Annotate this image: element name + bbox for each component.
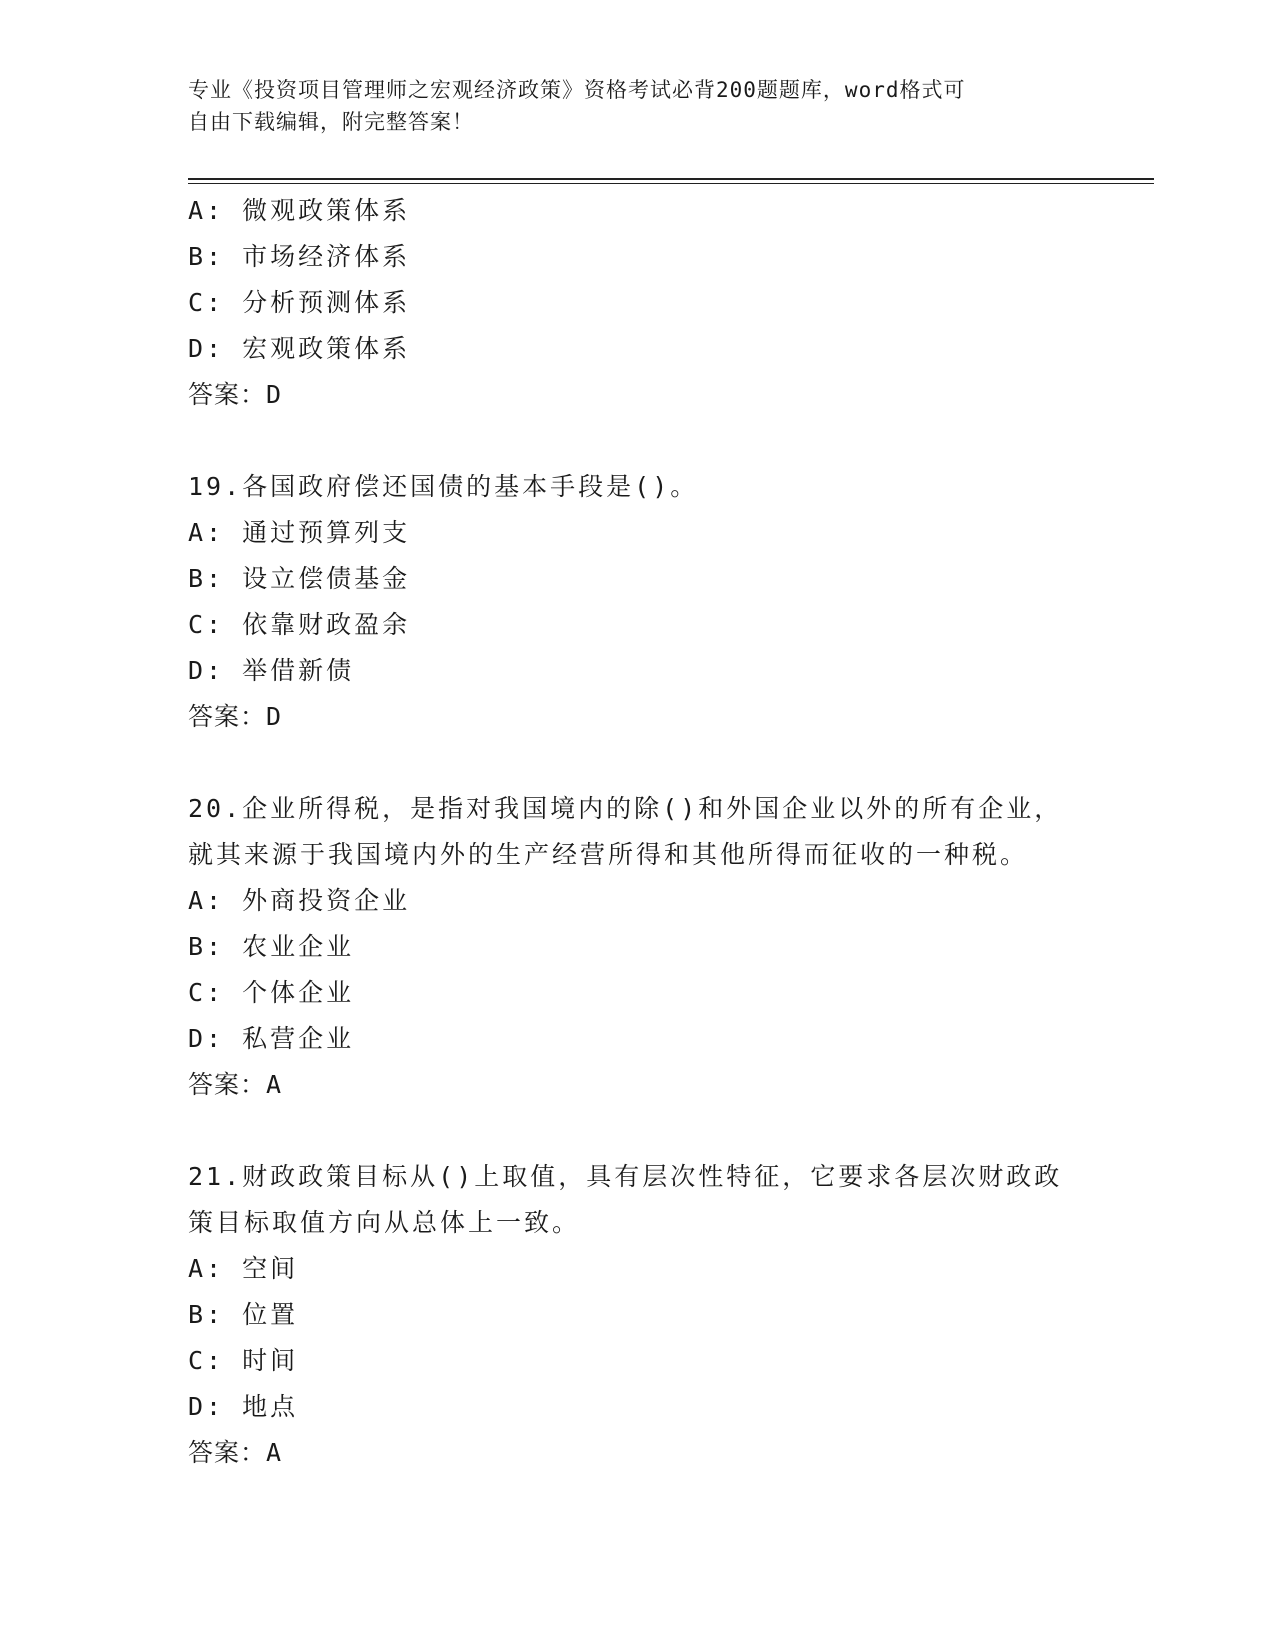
option-b: B: 位置: [188, 1300, 299, 1329]
answer-label: 答案：: [188, 702, 267, 731]
option-d: D: 地点: [188, 1392, 299, 1421]
question-block-21: [188, 1154, 1088, 1476]
option-c: C: 分析预测体系: [188, 288, 411, 317]
question-text: 19.各国政府偿还国债的基本手段是()。: [188, 472, 699, 501]
answer-value: D: [266, 702, 283, 731]
answer-line: [188, 372, 1088, 418]
option-b: B: 设立偿债基金: [188, 564, 411, 593]
answer-line: [188, 694, 1088, 740]
question-block-18: [188, 188, 1088, 418]
option-a: A: 通过预算列支: [188, 518, 411, 547]
answer-label: 答案：: [188, 1438, 267, 1467]
answer-line: [188, 1430, 1088, 1476]
question-text: 20.企业所得税，是指对我国境内的除()和外国企业以外的所有企业，: [188, 794, 1063, 823]
question-text-continued: 就其来源于我国境内外的生产经营所得和其他所得而征收的一种税。: [188, 840, 1029, 869]
header-line-1: 专业《投资项目管理师之宏观经济政策》资格考试必背200题题库，word格式可: [188, 78, 966, 102]
answer-label: 答案：: [188, 1070, 267, 1099]
header-divider-thick: [188, 178, 1154, 180]
header-divider-thin: [188, 183, 1154, 184]
question-text: 21.财政政策目标从()上取值，具有层次性特征，它要求各层次财政政: [188, 1162, 1063, 1191]
option-a: A: 空间: [188, 1254, 299, 1283]
option-a: A: 微观政策体系: [188, 196, 411, 225]
option-c: C: 个体企业: [188, 978, 355, 1007]
option-d: D: 宏观政策体系: [188, 334, 411, 363]
option-d: D: 举借新债: [188, 656, 355, 685]
answer-value: A: [266, 1438, 283, 1467]
answer-value: D: [266, 380, 283, 409]
answer-label: 答案：: [188, 380, 267, 409]
question-block-20: [188, 786, 1088, 1108]
question-text-continued: 策目标取值方向从总体上一致。: [188, 1208, 581, 1237]
option-b: B: 农业企业: [188, 932, 355, 961]
answer-line: [188, 1062, 1088, 1108]
option-a: A: 外商投资企业: [188, 886, 411, 915]
answer-value: A: [266, 1070, 283, 1099]
document-header: [188, 74, 1068, 138]
question-block-19: [188, 464, 1088, 740]
option-c: C: 时间: [188, 1346, 299, 1375]
option-b: B: 市场经济体系: [188, 242, 411, 271]
option-c: C: 依靠财政盈余: [188, 610, 411, 639]
header-line-2: 自由下载编辑，附完整答案！: [188, 110, 474, 134]
question-content: [188, 188, 1088, 1476]
option-d: D: 私营企业: [188, 1024, 355, 1053]
